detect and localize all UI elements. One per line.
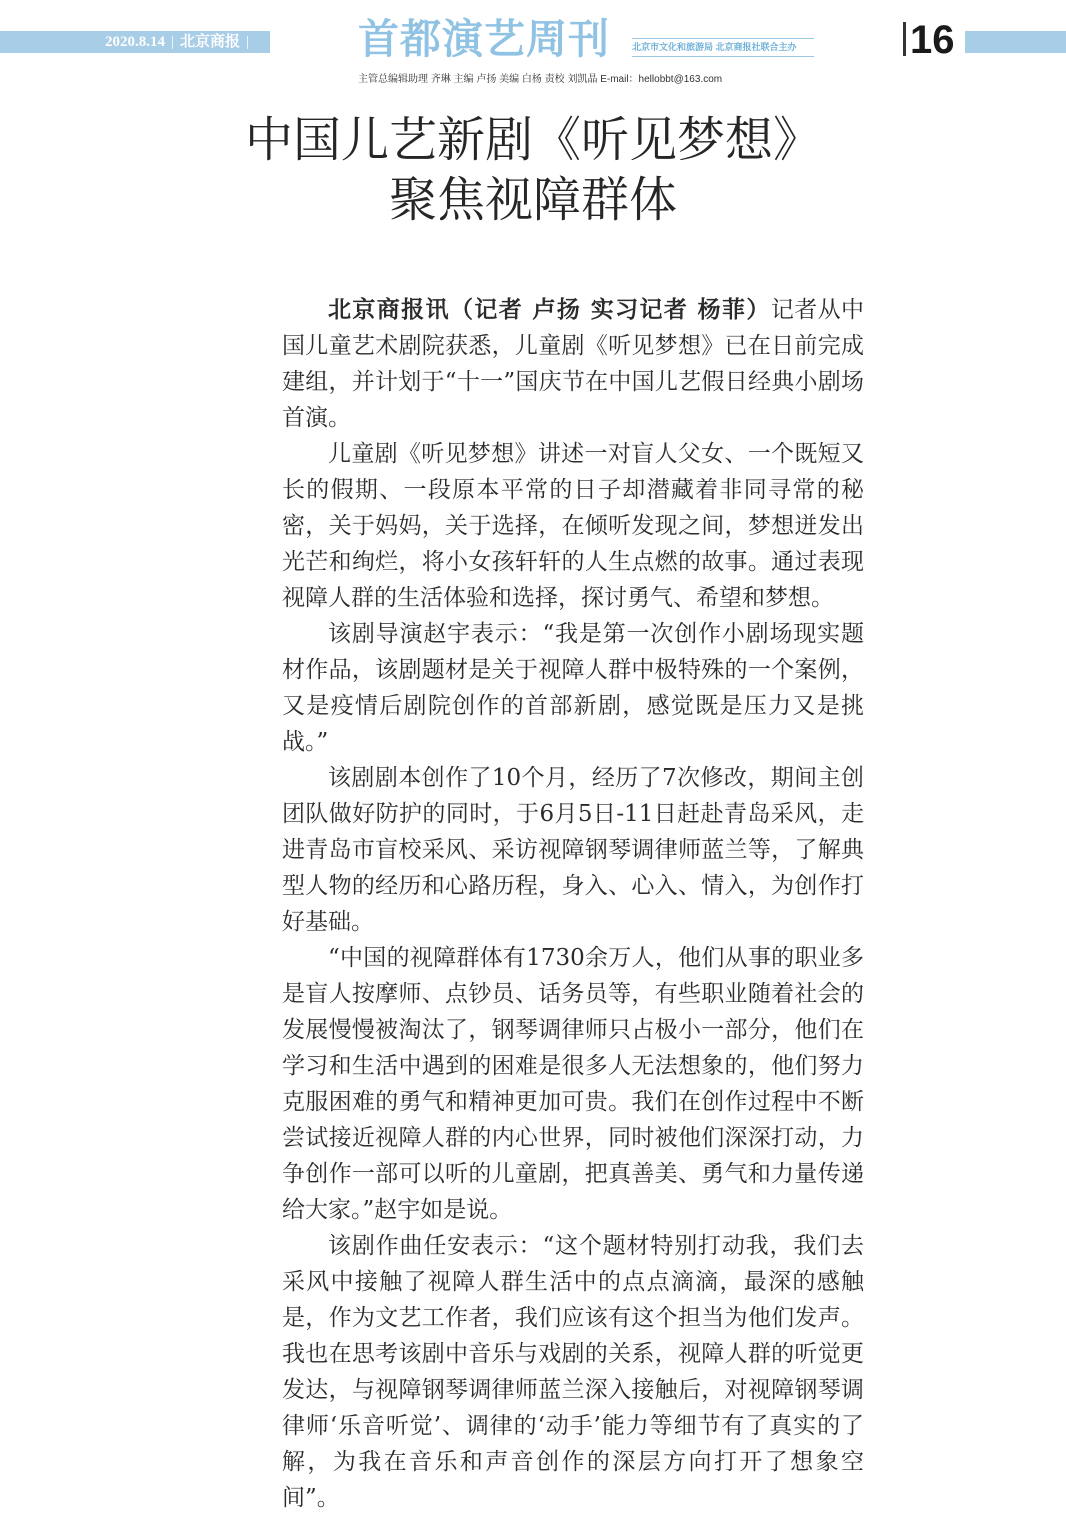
headline-line-2: 聚焦视障群体 <box>388 172 677 228</box>
article-paragraph: 儿童剧《听见梦想》讲述一对盲人父女、一个既短又长的假期、一段原本平常的日子却潜藏着非同寻常的秘密，关于妈妈，关于选择，在倾听发现之间，梦想迸发出光芒和绚烂，将小女孩轩轩的人生点燃的故事。通过表现视障人群的生活体验和选择，探讨勇气、希望和梦想。 <box>282 441 864 611</box>
page-number-divider <box>903 22 906 56</box>
separator: | <box>171 34 175 50</box>
paragraph-text: 记者从中国儿童艺术剧院获悉，儿童剧《听见梦想》已在日前完成建组，并计划于“十一”国庆节在中国儿艺假日经典小剧场首演。 <box>282 297 864 431</box>
page-number: 16 <box>910 18 955 62</box>
article-paragraph <box>282 292 864 436</box>
issue-date-line <box>105 33 255 51</box>
article-paragraph: 该剧作曲任安表示：“这个题材特别打动我，我们去采风中接触了视障人群生活中的点点滴滴，最深的感触是，作为文艺工作者，我们应该有这个担当为他们发声。我也在思考该剧中音乐与戏剧的关系，视障人群的听觉更发达，与视障钢琴调律师蓝兰深入接触后，对视障钢琴调律师‘乐音听觉’、调律的‘动手’能力等细节有了真实的了解，为我在音乐和声音创作的深层方向打开了想象空间”。 <box>282 1233 864 1511</box>
masthead-right-bar <box>965 31 1066 53</box>
headline <box>0 110 1066 230</box>
separator: | <box>246 34 250 50</box>
editorial-credits: 主管总编辑助理 齐琳 主编 卢扬 美编 白杨 责校 刘凯晶 E-mail：hellobbt@163.com <box>358 74 723 85</box>
article-paragraph: “中国的视障群体有1730余万人，他们从事的职业多是盲人按摩师、点钞员、话务员等，有些职业随着社会的发展慢慢被淘汰了，钢琴调律师只占极小一部分，他们在学习和生活中遇到的困难是很多人无法想象的，他们努力克服困难的勇气和精神更加可贵。我们在创作过程中不断尝试接近视障人群的内心世界，同时被他们深深打动，力争创作一部可以听的儿童剧，把真善美、勇气和力量传递给大家。”赵宇如是说。 <box>282 945 864 1223</box>
sponsor-line: 北京市文化和旅游局 北京商报社联合主办 <box>632 38 814 57</box>
article-paragraph: 该剧剧本创作了10个月，经历了7次修改，期间主创团队做好防护的同时，于6月5日-11日赶赴青岛采风，走进青岛市盲校采风、采访视障钢琴调律师蓝兰等，了解典型人物的经历和心路历程，身入、心入、情入，为创作打好基础。 <box>282 765 864 935</box>
article-body <box>282 292 864 1516</box>
paper-name: 北京商报 <box>180 34 241 50</box>
byline: 北京商报讯（记者 卢扬 实习记者 杨菲） <box>328 297 771 323</box>
section-title: 首都演艺周刊 <box>358 15 610 63</box>
issue-date: 2020.8.14 <box>105 34 165 50</box>
headline-line-1: 中国儿艺新剧《听见梦想》 <box>244 112 821 168</box>
masthead-left-bar <box>0 31 270 53</box>
article-paragraph: 该剧导演赵宇表示：“我是第一次创作小剧场现实题材作品，该剧题材是关于视障人群中极特殊的一个案例，又是疫情后剧院创作的首部新剧，感觉既是压力又是挑战。” <box>282 621 864 755</box>
